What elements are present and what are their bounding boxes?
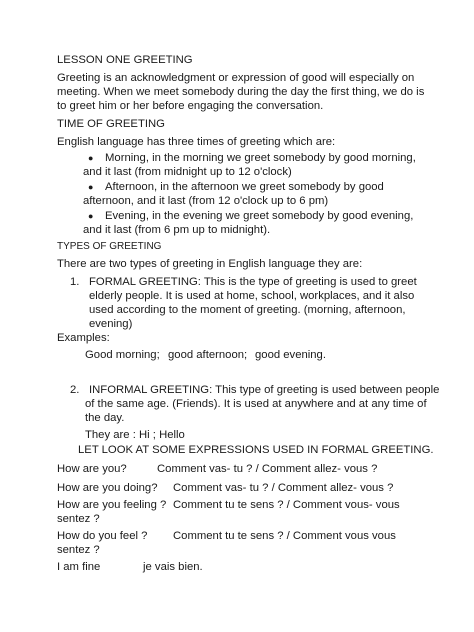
- informal-line: INFORMAL GREETING: This type of greeting is used between people: [89, 384, 440, 396]
- time-item-line: Afternoon, in the afternoon we greet somebody by good: [105, 181, 384, 193]
- bullet-icon: ●: [88, 182, 94, 192]
- expression-french: Comment vas- tu ? / Comment allez- vous ?: [157, 463, 378, 475]
- expression-french: Comment tu te sens ? / Comment vous- vous: [173, 499, 400, 511]
- time-item-line: and it last (from midnight up to 12 o'clock): [83, 166, 292, 178]
- lesson-title: LESSON ONE GREETING: [57, 54, 193, 66]
- expression-english: How are you?: [57, 463, 127, 475]
- expression-french: Comment vas- tu ? / Comment allez- vous ?: [173, 482, 394, 494]
- example-item: good afternoon;: [168, 349, 248, 361]
- formal-line: elderly people. It is used at home, school, workplaces, and it also: [89, 290, 415, 302]
- types-intro: There are two types of greeting in English language they are:: [57, 258, 363, 270]
- informal-line: the day.: [85, 412, 125, 424]
- time-item-line: afternoon, and it last (from 12 o'clock up to 6 pm): [83, 195, 329, 207]
- expressions-heading: LET LOOK AT SOME EXPRESSIONS USED IN FORMAL GREETING.: [78, 444, 434, 456]
- expression-french: je vais bien.: [143, 561, 203, 573]
- time-heading: TIME OF GREETING: [57, 118, 165, 130]
- expression-english: How are you doing?: [57, 482, 158, 494]
- intro-line: Greeting is an acknowledgment or expression of good will especially on: [57, 72, 415, 84]
- informal-line: of the same age. (Friends). It is used at anywhere and at any time of: [85, 398, 427, 410]
- expression-english-cont: sentez ?: [57, 544, 100, 556]
- time-item-line: Evening, in the evening we greet somebody by good evening,: [105, 210, 414, 222]
- expression-english: I am fine: [57, 561, 101, 573]
- bullet-icon: ●: [88, 211, 94, 221]
- time-intro: English language has three times of greeting which are:: [57, 136, 336, 148]
- expression-english: How do you feel ?: [57, 530, 148, 542]
- list-number: 2.: [70, 384, 80, 396]
- bullet-icon: ●: [88, 153, 94, 163]
- expression-french: Comment tu te sens ? / Comment vous vous: [173, 530, 396, 542]
- formal-line: evening): [89, 318, 133, 330]
- formal-line: used according to the moment of greeting. (morning, afternoon,: [89, 304, 406, 316]
- expression-english-cont: sentez ?: [57, 513, 100, 525]
- example-item: Good morning;: [85, 349, 160, 361]
- formal-line: FORMAL GREETING: This is the type of greeting is used to greet: [89, 276, 417, 288]
- intro-line: to greet him or her before engaging the conversation.: [57, 100, 324, 112]
- examples-label: Examples:: [57, 332, 110, 344]
- time-item-line: and it last (from 6 pm up to midnight).: [83, 224, 271, 236]
- types-heading: TYPES OF GREETING: [57, 241, 162, 252]
- list-number: 1.: [70, 276, 80, 288]
- time-item-line: Morning, in the morning we greet somebody by good morning,: [105, 152, 416, 164]
- intro-line: meeting. When we meet somebody during the day the first thing, we do is: [57, 86, 425, 98]
- they-are-line: They are : Hi ; Hello: [85, 429, 185, 441]
- example-item: good evening.: [255, 349, 326, 361]
- expression-english: How are you feeling ?: [57, 499, 167, 511]
